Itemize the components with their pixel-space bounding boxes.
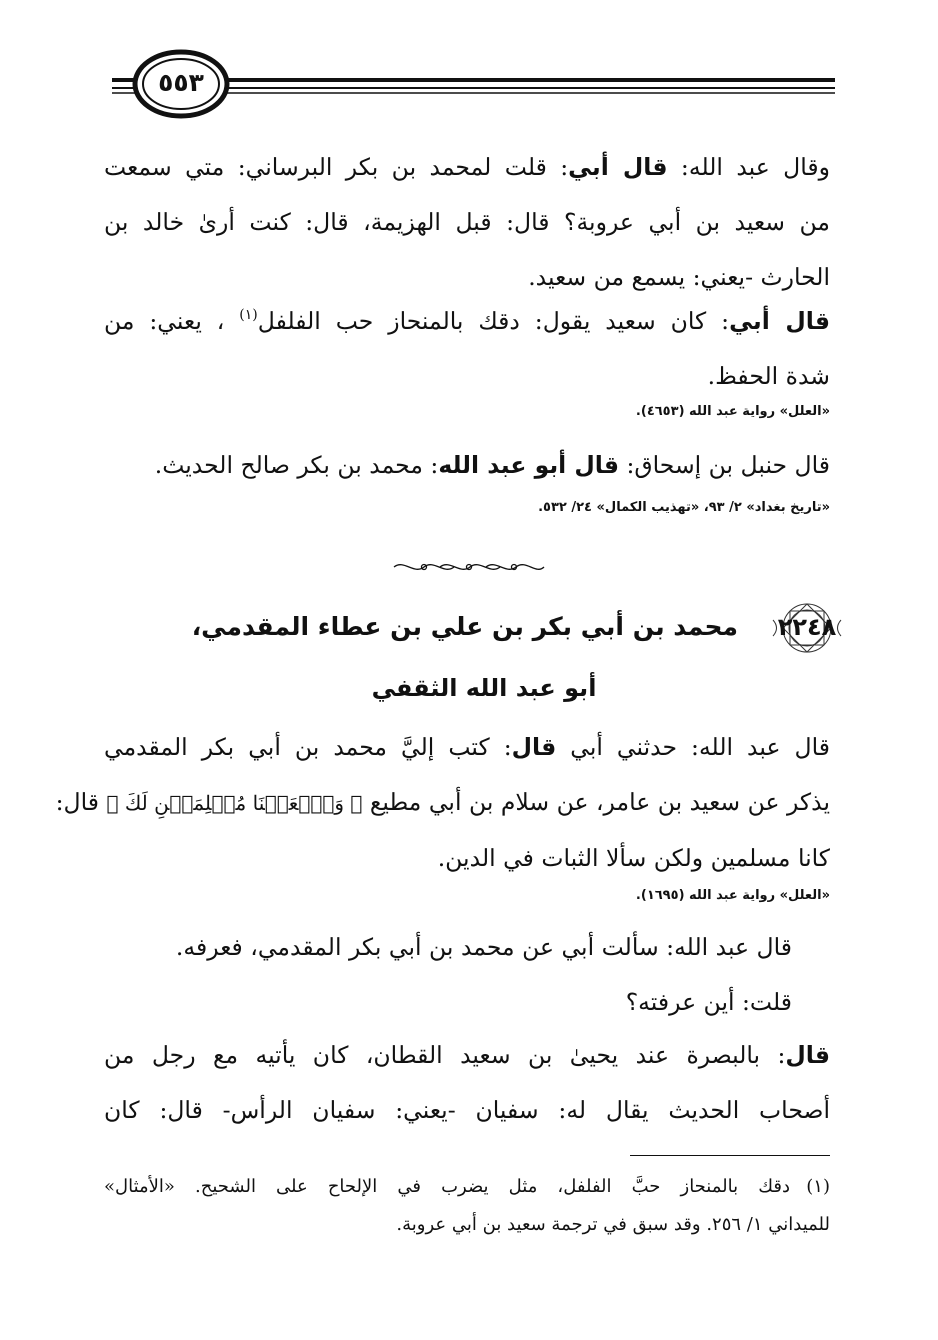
text-run: ، يعني: من bbox=[104, 307, 225, 335]
footnote-marker: (١) bbox=[806, 1176, 830, 1197]
bold-phrase: قال أبي bbox=[729, 307, 830, 335]
paragraph-2 bbox=[104, 288, 830, 404]
text-run: قال عبد الله: حدثني أبي bbox=[556, 733, 830, 761]
text-run: : محمد بن بكر صالح الحديث. bbox=[154, 451, 439, 479]
paragraph-line: قال عبد الله: سألت أبي عن محمد بن أبي بكر المقدمي، فعرفه. bbox=[175, 933, 792, 961]
bold-phrase: قال أبو عبد الله bbox=[438, 451, 620, 479]
bold-phrase: قال bbox=[511, 733, 557, 761]
text-run: يذكر عن سعيد بن عامر، عن سلام بن أبي مطيع bbox=[362, 788, 830, 816]
entry-title: محمد بن أبي بكر بن علي بن عطاء المقدمي، bbox=[191, 612, 738, 641]
entry-subtitle: أبو عبد الله الثقفي bbox=[371, 674, 597, 702]
entry-number: ٢٢٤٨ bbox=[777, 613, 837, 641]
paragraph-line: شدة الحفظ. bbox=[707, 362, 830, 390]
footnote bbox=[104, 1168, 830, 1244]
text-run: : كان سعيد يقول: دقك بالمنحاز حب الفلفل bbox=[257, 307, 730, 335]
bold-phrase: قال bbox=[785, 1041, 830, 1069]
paragraph-line bbox=[104, 720, 830, 775]
paragraph-line: قلت: أين عرفته؟ bbox=[625, 988, 792, 1016]
text-run: : بالبصرة عند يحيىٰ بن سعيد القطان، كان يأتيه مع رجل من bbox=[104, 1041, 786, 1069]
footnote-line: للميداني ١/ ٢٥٦. وقد سبق في ترجمة سعيد بن أبي عروبة. bbox=[396, 1214, 830, 1235]
source-citation-1: «العلل» رواية عبد الله (٤٦٥٣). bbox=[635, 404, 830, 419]
text-run: قال: bbox=[55, 788, 107, 816]
paragraph-line: الحارث -يعني: يسمع من سعيد. bbox=[528, 263, 830, 291]
text-run: دقك بالمنحاز حبَّ الفلفل، مثل يضرب في الإلحاح على الشحيح. «الأمثال» bbox=[104, 1176, 790, 1197]
paragraph-line bbox=[104, 438, 830, 493]
text-run: : كتب إليَّ محمد بن أبي بكر المقدمي bbox=[104, 733, 512, 761]
paragraph-4 bbox=[55, 720, 830, 886]
paragraph-line: أصحاب الحديث يقال له: سفيان -يعني: سفيان الرأس- قال: كان bbox=[104, 1096, 830, 1124]
quran-verse: ﴿ وَٱجۡعَلۡنَا مُسۡلِمَيۡنِ لَكَ ﴾ bbox=[106, 791, 363, 815]
page-number: ٥٥٣ bbox=[158, 68, 204, 97]
section-divider-ornament bbox=[390, 558, 548, 576]
footnote-separator bbox=[630, 1155, 830, 1156]
paragraph-line: وقال عبد الله: قال أبي: قلت لمحمد بن بكر البرساني: متي سمعت bbox=[104, 153, 830, 181]
paragraph-line: كانا مسلمين ولكن سألا الثبات في الدين. bbox=[437, 844, 830, 872]
paragraph-line: من سعيد بن أبي عروبة؟ قال: قبل الهزيمة، قال: كنت أرىٰ خالد بن bbox=[104, 208, 830, 236]
paragraph-5 bbox=[104, 920, 830, 1030]
footnote-reference[interactable]: (١) bbox=[239, 307, 258, 323]
footnote-line bbox=[104, 1168, 830, 1206]
text-run: قال حنبل بن إسحاق: bbox=[619, 451, 830, 479]
paragraph-line bbox=[55, 775, 830, 831]
source-citation-3: «العلل» رواية عبد الله (١٦٩٥). bbox=[635, 888, 830, 903]
bold-phrase: قال أبي bbox=[568, 153, 668, 181]
paragraph-6 bbox=[104, 1028, 830, 1138]
paragraph-line bbox=[104, 288, 830, 349]
page-header bbox=[0, 0, 938, 120]
paragraph-3 bbox=[104, 438, 830, 493]
source-citation-2: «تاريخ بغداد» ٢/ ٩٣، «تهذيب الكمال» ٢٤/ ٥٣٢. bbox=[538, 500, 830, 515]
paragraph-line bbox=[104, 1028, 830, 1083]
paragraph-1 bbox=[104, 140, 830, 305]
